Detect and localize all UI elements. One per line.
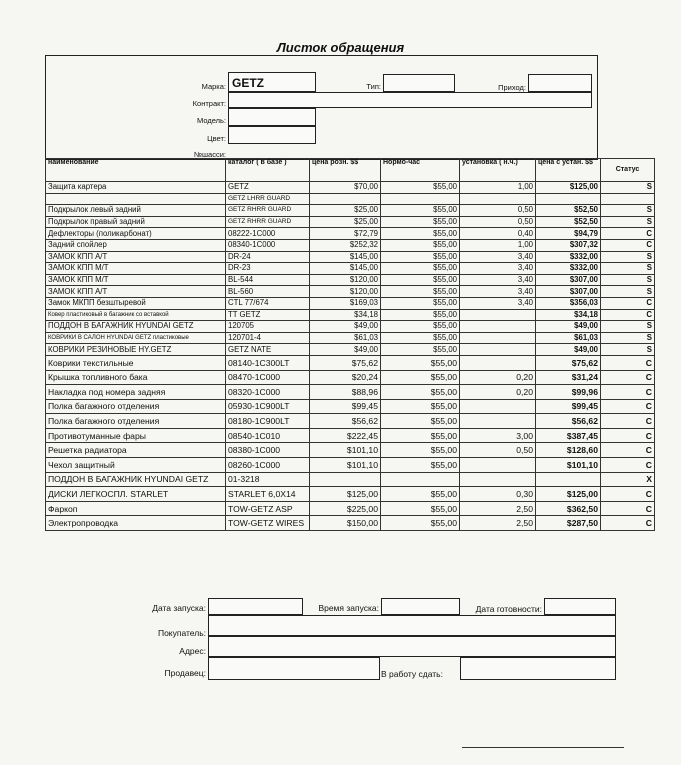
ready-date-label: Дата готовности: [475, 604, 542, 614]
prihod-label: Приход: [498, 83, 526, 92]
cell-install [460, 344, 536, 356]
cell-total: $49,00 [536, 344, 601, 356]
cell-install [460, 414, 536, 429]
cell-status: C [601, 355, 655, 370]
cell-total: $61,03 [536, 332, 601, 344]
table-row [46, 516, 655, 531]
table-row [46, 297, 655, 309]
cell-status: C [601, 385, 655, 400]
cell-status: C [601, 414, 655, 429]
cell-catalog: 08222-1C000 [226, 228, 310, 240]
cell-catalog: BL-560 [226, 286, 310, 298]
cell-install: 3,40 [460, 286, 536, 298]
cell-catalog: 08320-1C000 [226, 385, 310, 400]
cell-norm: $55,00 [381, 228, 460, 240]
cell-status: C [601, 239, 655, 251]
table-row [46, 370, 655, 385]
cell-name: ЗАМОК КПП М/Т [46, 274, 226, 286]
cell-catalog: 08540-1C010 [226, 428, 310, 443]
cell-name: Подкрылок правый задний [46, 216, 226, 228]
table-row [46, 263, 655, 275]
cell-install: 2,50 [460, 501, 536, 516]
cell-name: Чехол защитный [46, 458, 226, 473]
cell-norm: $55,00 [381, 443, 460, 458]
col-price: цена розн. $$ [310, 159, 381, 182]
start-date-field[interactable] [208, 598, 303, 615]
table-row [46, 286, 655, 298]
table-row [46, 344, 655, 356]
cell-price: $120,00 [310, 274, 381, 286]
cell-norm: $55,00 [381, 487, 460, 502]
cell-price: $34,18 [310, 309, 381, 321]
shassi-label: №шасси: [193, 150, 226, 159]
signature-line [462, 747, 624, 748]
cell-status [601, 193, 655, 205]
cell-total: $307,32 [536, 239, 601, 251]
cell-status: C [601, 487, 655, 502]
cell-install [460, 309, 536, 321]
cell-total: $94,79 [536, 228, 601, 240]
cell-status: C [601, 228, 655, 240]
start-time-field[interactable] [381, 598, 460, 615]
cell-install: 2,50 [460, 516, 536, 531]
table-row [46, 251, 655, 263]
cell-norm: $55,00 [381, 205, 460, 217]
cell-catalog: 05930-1C900LT [226, 399, 310, 414]
cell-norm: $55,00 [381, 216, 460, 228]
cell-norm: $55,00 [381, 414, 460, 429]
seller-field[interactable] [208, 657, 380, 680]
cell-status: C [601, 443, 655, 458]
cell-catalog: 120705 [226, 321, 310, 333]
cell-total: $356,03 [536, 297, 601, 309]
cell-name: ПОДДОН В БАГАЖНИК HYUNDAI GETZ [46, 472, 226, 487]
cell-price: $101,10 [310, 443, 381, 458]
cell-price: $56,62 [310, 414, 381, 429]
cell-total: $101,10 [536, 458, 601, 473]
table-row [46, 355, 655, 370]
cell-total: $75,62 [536, 355, 601, 370]
cell-name: Дефлекторы (поликарбонат) [46, 228, 226, 240]
cell-status: S [601, 321, 655, 333]
model-label: Модель: [196, 116, 226, 125]
cell-catalog: GETZ [226, 182, 310, 194]
items-body-1 [46, 182, 655, 356]
cell-install: 0,50 [460, 205, 536, 217]
cell-total: $307,00 [536, 274, 601, 286]
cell-name: Полка багажного отделения [46, 414, 226, 429]
cell-name: ДИСКИ ЛЕГКОСПЛ. STARLET [46, 487, 226, 502]
cell-name: ЗАМОК КПП А/Т [46, 251, 226, 263]
kontrakt-label: Контракт: [192, 99, 226, 108]
cell-name [46, 193, 226, 205]
table-row [46, 472, 655, 487]
cell-name: Подкрылок левый задний [46, 205, 226, 217]
cell-norm: $55,00 [381, 458, 460, 473]
cell-install: 3,40 [460, 263, 536, 275]
handover-field[interactable] [460, 657, 616, 680]
marka-field[interactable] [228, 72, 316, 92]
cell-install: 0,30 [460, 487, 536, 502]
cell-total [536, 193, 601, 205]
cell-norm [381, 472, 460, 487]
start-time-label: Время запуска: [318, 603, 379, 613]
table-row [46, 487, 655, 502]
cell-catalog: BL-544 [226, 274, 310, 286]
cell-price: $49,00 [310, 321, 381, 333]
table-row [46, 182, 655, 194]
cell-total: $287,50 [536, 516, 601, 531]
cell-catalog: 08470-1C000 [226, 370, 310, 385]
cell-total: $125,00 [536, 487, 601, 502]
kontrakt-field[interactable] [228, 92, 592, 108]
cell-price: $25,00 [310, 216, 381, 228]
cell-norm: $55,00 [381, 182, 460, 194]
cell-status: C [601, 428, 655, 443]
cell-install: 3,40 [460, 251, 536, 263]
cell-status: C [601, 297, 655, 309]
cell-norm: $55,00 [381, 332, 460, 344]
cell-catalog: CTL 77/674 [226, 297, 310, 309]
cell-price: $150,00 [310, 516, 381, 531]
table-row [46, 414, 655, 429]
cell-catalog: TOW-GETZ ASP [226, 501, 310, 516]
cell-status: S [601, 286, 655, 298]
cell-price: $222,45 [310, 428, 381, 443]
cell-catalog: 01-3218 [226, 472, 310, 487]
cell-name: Коврики текстильные [46, 355, 226, 370]
cell-install: 3,40 [460, 297, 536, 309]
cell-status: S [601, 274, 655, 286]
col-norm-hour: Нормо-час [381, 159, 460, 182]
col-status: Статус [601, 159, 655, 182]
cell-name: ЗАМОК КПП М/Т [46, 263, 226, 275]
cell-total: $125,00 [536, 182, 601, 194]
prihod-field[interactable] [528, 74, 592, 92]
cell-name: Электропроводка [46, 516, 226, 531]
cell-norm: $55,00 [381, 263, 460, 275]
cell-install: 0,50 [460, 216, 536, 228]
cell-norm: $55,00 [381, 370, 460, 385]
cell-status: C [601, 399, 655, 414]
cell-install: 0,50 [460, 443, 536, 458]
cell-status: S [601, 263, 655, 275]
cell-catalog: STARLET 6,0X14 [226, 487, 310, 502]
table-row [46, 428, 655, 443]
cell-catalog: 08180-1C900LT [226, 414, 310, 429]
cell-name: Замок МКПП безштыревой [46, 297, 226, 309]
cell-status: C [601, 516, 655, 531]
cell-name: Защита картера [46, 182, 226, 194]
cell-catalog: 08380-1C000 [226, 443, 310, 458]
marka-label: Марка: [201, 82, 226, 91]
cell-norm: $55,00 [381, 344, 460, 356]
table-row [46, 399, 655, 414]
cell-total: $31,24 [536, 370, 601, 385]
cell-catalog: 08260-1C000 [226, 458, 310, 473]
cell-price: $225,00 [310, 501, 381, 516]
cell-install [460, 193, 536, 205]
cell-catalog: GETZ LHRR GUARD [226, 193, 310, 205]
cell-total: $332,00 [536, 251, 601, 263]
cell-install: 0,20 [460, 385, 536, 400]
cell-price [310, 472, 381, 487]
table-row [46, 458, 655, 473]
cell-total: $49,00 [536, 321, 601, 333]
cell-total: $99,96 [536, 385, 601, 400]
cell-status: S [601, 182, 655, 194]
table-row [46, 193, 655, 205]
table-row [46, 443, 655, 458]
cell-total: $332,00 [536, 263, 601, 275]
cell-catalog: GETZ NATE [226, 344, 310, 356]
cell-price: $145,00 [310, 251, 381, 263]
cell-norm: $55,00 [381, 428, 460, 443]
cell-price: $88,96 [310, 385, 381, 400]
cell-norm: $55,00 [381, 309, 460, 321]
cell-norm: $55,00 [381, 355, 460, 370]
buyer-label: Покупатель: [157, 628, 206, 638]
table-row [46, 274, 655, 286]
cell-norm: $55,00 [381, 286, 460, 298]
cell-name: ЗАМОК КПП А/Т [46, 286, 226, 298]
col-price-install: цена с устан. $$ [536, 159, 601, 182]
cell-name: КОВРИКИ В САЛОН HYUNDAI GETZ пластиковые [46, 332, 226, 344]
cell-norm: $55,00 [381, 385, 460, 400]
cell-install [460, 332, 536, 344]
buyer-field[interactable] [208, 615, 616, 636]
table-row [46, 239, 655, 251]
cell-price: $145,00 [310, 263, 381, 275]
col-name: наименование [46, 159, 226, 182]
table-row [46, 205, 655, 217]
cell-catalog: 08140-1C300LT [226, 355, 310, 370]
cell-install: 3,00 [460, 428, 536, 443]
cell-status: C [601, 309, 655, 321]
handover-label: В работу сдать: [381, 669, 443, 679]
cell-status: S [601, 251, 655, 263]
cell-price: $120,00 [310, 286, 381, 298]
cell-price [310, 193, 381, 205]
cell-norm: $55,00 [381, 251, 460, 263]
items-table [45, 158, 655, 531]
cell-price: $125,00 [310, 487, 381, 502]
cell-name: Накладка под номера задняя [46, 385, 226, 400]
cell-norm: $55,00 [381, 399, 460, 414]
cell-price: $25,00 [310, 205, 381, 217]
cvet-field[interactable] [228, 126, 316, 144]
seller-label: Продавец: [164, 668, 206, 678]
cell-install: 1,00 [460, 239, 536, 251]
cell-status: S [601, 332, 655, 344]
cell-catalog: 08340-1C000 [226, 239, 310, 251]
cell-name: Ковер пластиковый в багажник со вставкой [46, 309, 226, 321]
cell-price: $99,45 [310, 399, 381, 414]
col-catalog: каталог ( в базе ) [226, 159, 310, 182]
cell-status: X [601, 472, 655, 487]
cell-price: $75,62 [310, 355, 381, 370]
cell-total: $52,50 [536, 216, 601, 228]
cell-norm [381, 193, 460, 205]
items-body-2 [46, 355, 655, 530]
table-row [46, 228, 655, 240]
cell-name: Решетка радиатора [46, 443, 226, 458]
cell-total: $128,60 [536, 443, 601, 458]
cell-price: $101,10 [310, 458, 381, 473]
cell-total: $52,50 [536, 205, 601, 217]
cell-name: ПОДДОН В БАГАЖНИК HYUNDAI GETZ [46, 321, 226, 333]
cell-price: $169,03 [310, 297, 381, 309]
cell-status: C [601, 501, 655, 516]
cell-status: S [601, 344, 655, 356]
cell-name: Противотуманные фары [46, 428, 226, 443]
cell-norm: $55,00 [381, 239, 460, 251]
cvet-label: Цвет: [207, 134, 226, 143]
cell-status: S [601, 216, 655, 228]
address-field[interactable] [208, 636, 616, 657]
cell-status: S [601, 205, 655, 217]
cell-total: $99,45 [536, 399, 601, 414]
cell-install: 3,40 [460, 274, 536, 286]
cell-install [460, 355, 536, 370]
address-label: Адрес: [179, 646, 206, 656]
cell-status: C [601, 458, 655, 473]
cell-total: $362,50 [536, 501, 601, 516]
cell-price: $20,24 [310, 370, 381, 385]
table-row [46, 501, 655, 516]
cell-name: Фаркоп [46, 501, 226, 516]
cell-catalog: GETZ RHRR GUARD [226, 205, 310, 217]
table-row [46, 216, 655, 228]
cell-total: $307,00 [536, 286, 601, 298]
cell-catalog: 120701-4 [226, 332, 310, 344]
cell-install: 0,40 [460, 228, 536, 240]
cell-price: $252,32 [310, 239, 381, 251]
cell-total: $56,62 [536, 414, 601, 429]
tip-field[interactable] [383, 74, 455, 92]
table-row [46, 385, 655, 400]
cell-total: $387,45 [536, 428, 601, 443]
page-title: Листок обращения [276, 40, 405, 55]
cell-total: $34,18 [536, 309, 601, 321]
table-header-row [46, 159, 655, 182]
cell-name: Полка багажного отделения [46, 399, 226, 414]
cell-total [536, 472, 601, 487]
col-install: установка ( н.ч.) [460, 159, 536, 182]
model-field[interactable] [228, 108, 316, 126]
cell-price: $70,00 [310, 182, 381, 194]
cell-catalog: DR-23 [226, 263, 310, 275]
cell-norm: $55,00 [381, 501, 460, 516]
cell-install: 0,20 [460, 370, 536, 385]
cell-install [460, 472, 536, 487]
cell-install [460, 399, 536, 414]
cell-price: $49,00 [310, 344, 381, 356]
start-date-label: Дата запуска: [152, 603, 206, 613]
cell-install [460, 458, 536, 473]
vehicle-header-block [45, 55, 598, 160]
cell-price: $72,79 [310, 228, 381, 240]
table-row [46, 321, 655, 333]
cell-catalog: TT GETZ [226, 309, 310, 321]
cell-install: 1,00 [460, 182, 536, 194]
cell-name: Крышка топливного бака [46, 370, 226, 385]
cell-catalog: DR-24 [226, 251, 310, 263]
cell-price: $61,03 [310, 332, 381, 344]
cell-catalog: GETZ RHRR GUARD [226, 216, 310, 228]
cell-norm: $55,00 [381, 516, 460, 531]
table-row [46, 309, 655, 321]
ready-date-field[interactable] [544, 598, 616, 615]
cell-norm: $55,00 [381, 297, 460, 309]
cell-name: КОВРИКИ РЕЗИНОВЫЕ HY.GETZ [46, 344, 226, 356]
cell-norm: $55,00 [381, 321, 460, 333]
cell-status: C [601, 370, 655, 385]
cell-install [460, 321, 536, 333]
tip-label: Тип: [366, 82, 381, 91]
cell-norm: $55,00 [381, 274, 460, 286]
cell-catalog: TOW-GETZ WIRES [226, 516, 310, 531]
marka-value: GETZ [232, 76, 264, 90]
cell-name: Задний спойлер [46, 239, 226, 251]
table-row [46, 332, 655, 344]
